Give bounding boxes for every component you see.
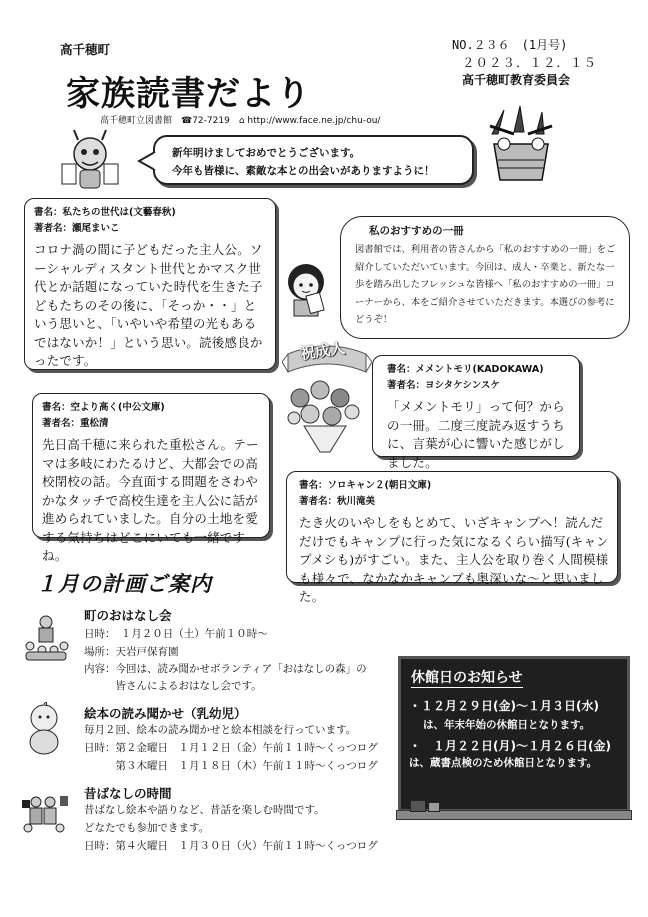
bubble-tail bbox=[137, 150, 157, 172]
book-title: 書名：空より高く(中公文庫) bbox=[42, 402, 165, 413]
book-title: 書名：メメントモリ(KADOKAWA) bbox=[387, 364, 544, 375]
event-line: 日時：第４火曜日 １月３０日（火）午前１１時～くっつログ bbox=[84, 840, 378, 852]
plans-heading: １月の計画ご案内 bbox=[36, 572, 212, 596]
recommend-box bbox=[340, 216, 630, 339]
book-author: 著者名：瀬尾まいこ bbox=[34, 223, 120, 234]
greeting-line-2: 今年も皆様に、素敵な本との出会いがありますように！ bbox=[172, 165, 435, 177]
dragon-illustration bbox=[58, 128, 122, 192]
closure-dates-2: ・ １月２２日(月)～１月２６日(金) bbox=[409, 739, 611, 753]
issue-date: ２０２３．１２．１５ bbox=[462, 55, 598, 70]
event-line: 場所：天岩戸保育園 bbox=[84, 646, 179, 658]
event-line: 日時：第２金曜日 １月１２日（金）午前１１時～くっつログ bbox=[84, 742, 378, 754]
town-name: 高千穂町 bbox=[60, 42, 111, 57]
girl-reading-illustration bbox=[276, 258, 336, 318]
event-line: 昔ばなし絵本や語りなど、昔話を楽しむ時間です。 bbox=[84, 804, 325, 816]
seijin-label: 祝成人 bbox=[299, 338, 347, 364]
closure-notice-board bbox=[398, 656, 630, 812]
event-line: 皆さんによるおはなし会です。 bbox=[84, 680, 262, 692]
issue-number: NO.２３６ (1月号) bbox=[452, 38, 568, 52]
event-title: 町のおはなし会 bbox=[84, 608, 172, 623]
recommend-body: 図書館では、利用者の皆さんから「私のおすすめの一冊」をご紹介していただいています。今回は、成人・卒業と、新たな一歩を踏み出したフレッシュな皆様へ「私のおすすめの一冊」コーナーから、本をご紹介させていただきます。本選びの参考にどうぞ！ bbox=[355, 244, 616, 325]
book-title: 書名：私たちの世代は(文藝春秋) bbox=[34, 207, 176, 218]
book-review: 「メメントモリ」って何？からの一冊。二度三度読み返すうちに、言葉が心に響いた感じがしました。 bbox=[387, 399, 565, 470]
closure-dates-1: ・１２月２９日(金)～１月３日(水) bbox=[409, 699, 599, 713]
chalk-eraser bbox=[410, 800, 426, 812]
folktale-illustration bbox=[18, 790, 74, 836]
kadomatsu-illustration bbox=[484, 104, 558, 184]
book-author: 著者名：秋川滝美 bbox=[299, 496, 376, 507]
event-line: 日時： １月２０日（土）午前１０時～ bbox=[84, 628, 268, 640]
book-author: 著者名：ヨシタケシンスケ bbox=[387, 380, 500, 391]
book-card-2 bbox=[372, 355, 580, 470]
chalk-eraser bbox=[428, 802, 440, 812]
book-review: 先日高千穂に来られた重松さん。テーマは多岐にわたるけど、大都会での高校閉校の話。今直面する問題をさわやかなタッチで高校生達を主人公に話が進められていました。自分の土地を愛する気持ちはどこにいても一緒ですね。 bbox=[42, 437, 259, 563]
greeting-line-1: 新年明けましておめでとうございます。 bbox=[172, 147, 361, 159]
storytime-illustration bbox=[22, 612, 70, 662]
event-title: 絵本の読み聞かせ（乳幼児） bbox=[84, 706, 247, 721]
recommend-heading: 私のおすすめの一冊 bbox=[369, 225, 464, 237]
flower-bouquet-illustration bbox=[282, 378, 368, 454]
newsletter-title: 家族読書だより bbox=[66, 74, 311, 114]
book-author: 著者名：重松清 bbox=[42, 418, 109, 429]
book-review: コロナ渦の間に子どもだった主人公。ソーシャルディスタント世代とかマスク世代とか話題になっていた時代を生きた子どもたちのその後に、「そっか・・」という思いと、「いやいや希望の光もあるではないか！」という思い。読後感良かったです。 bbox=[34, 242, 263, 368]
book-card-1 bbox=[24, 198, 276, 370]
book-card-4 bbox=[286, 471, 618, 604]
publisher: 高千穂町教育委員会 bbox=[462, 73, 571, 87]
event-line: 毎月２回、絵本の読み聞かせと絵本相談を行っています。 bbox=[84, 724, 357, 736]
book-card-3 bbox=[32, 393, 270, 563]
event-line: 第３木曜日 １月１８日（木）午前１１時～くっつログ bbox=[84, 760, 378, 772]
book-title: 書名：ソロキャン２(朝日文庫) bbox=[299, 480, 432, 491]
event-line: 内容：今回は、読み聞かせボランティア「おはなしの森」の bbox=[84, 663, 367, 675]
closure-heading: 休館日のお知らせ bbox=[411, 667, 523, 688]
closure-desc-1: は、年末年始の休館日となります。 bbox=[423, 719, 591, 731]
event-line: どなたでも参加できます。 bbox=[84, 822, 210, 834]
closure-desc-2: は、蔵書点検のため休館日となります。 bbox=[409, 757, 598, 769]
baby-illustration bbox=[20, 700, 68, 756]
book-review: たき火のいやしをもとめて、いざキャンプへ！読んだだけでもキャンプに行った気になるくらい描写(キャンプメシも)がすごい。また、主人公を取り巻く人間模様も様々で、なかなかキャンプも奥深いな～と思いました。 bbox=[299, 515, 609, 604]
library-contact: 高千穂町立図書館 ☎72-7219 ⌂ http://www.face.ne.jp/chu-ou/ bbox=[100, 116, 381, 126]
event-title: 昔ばなしの時間 bbox=[84, 786, 172, 801]
